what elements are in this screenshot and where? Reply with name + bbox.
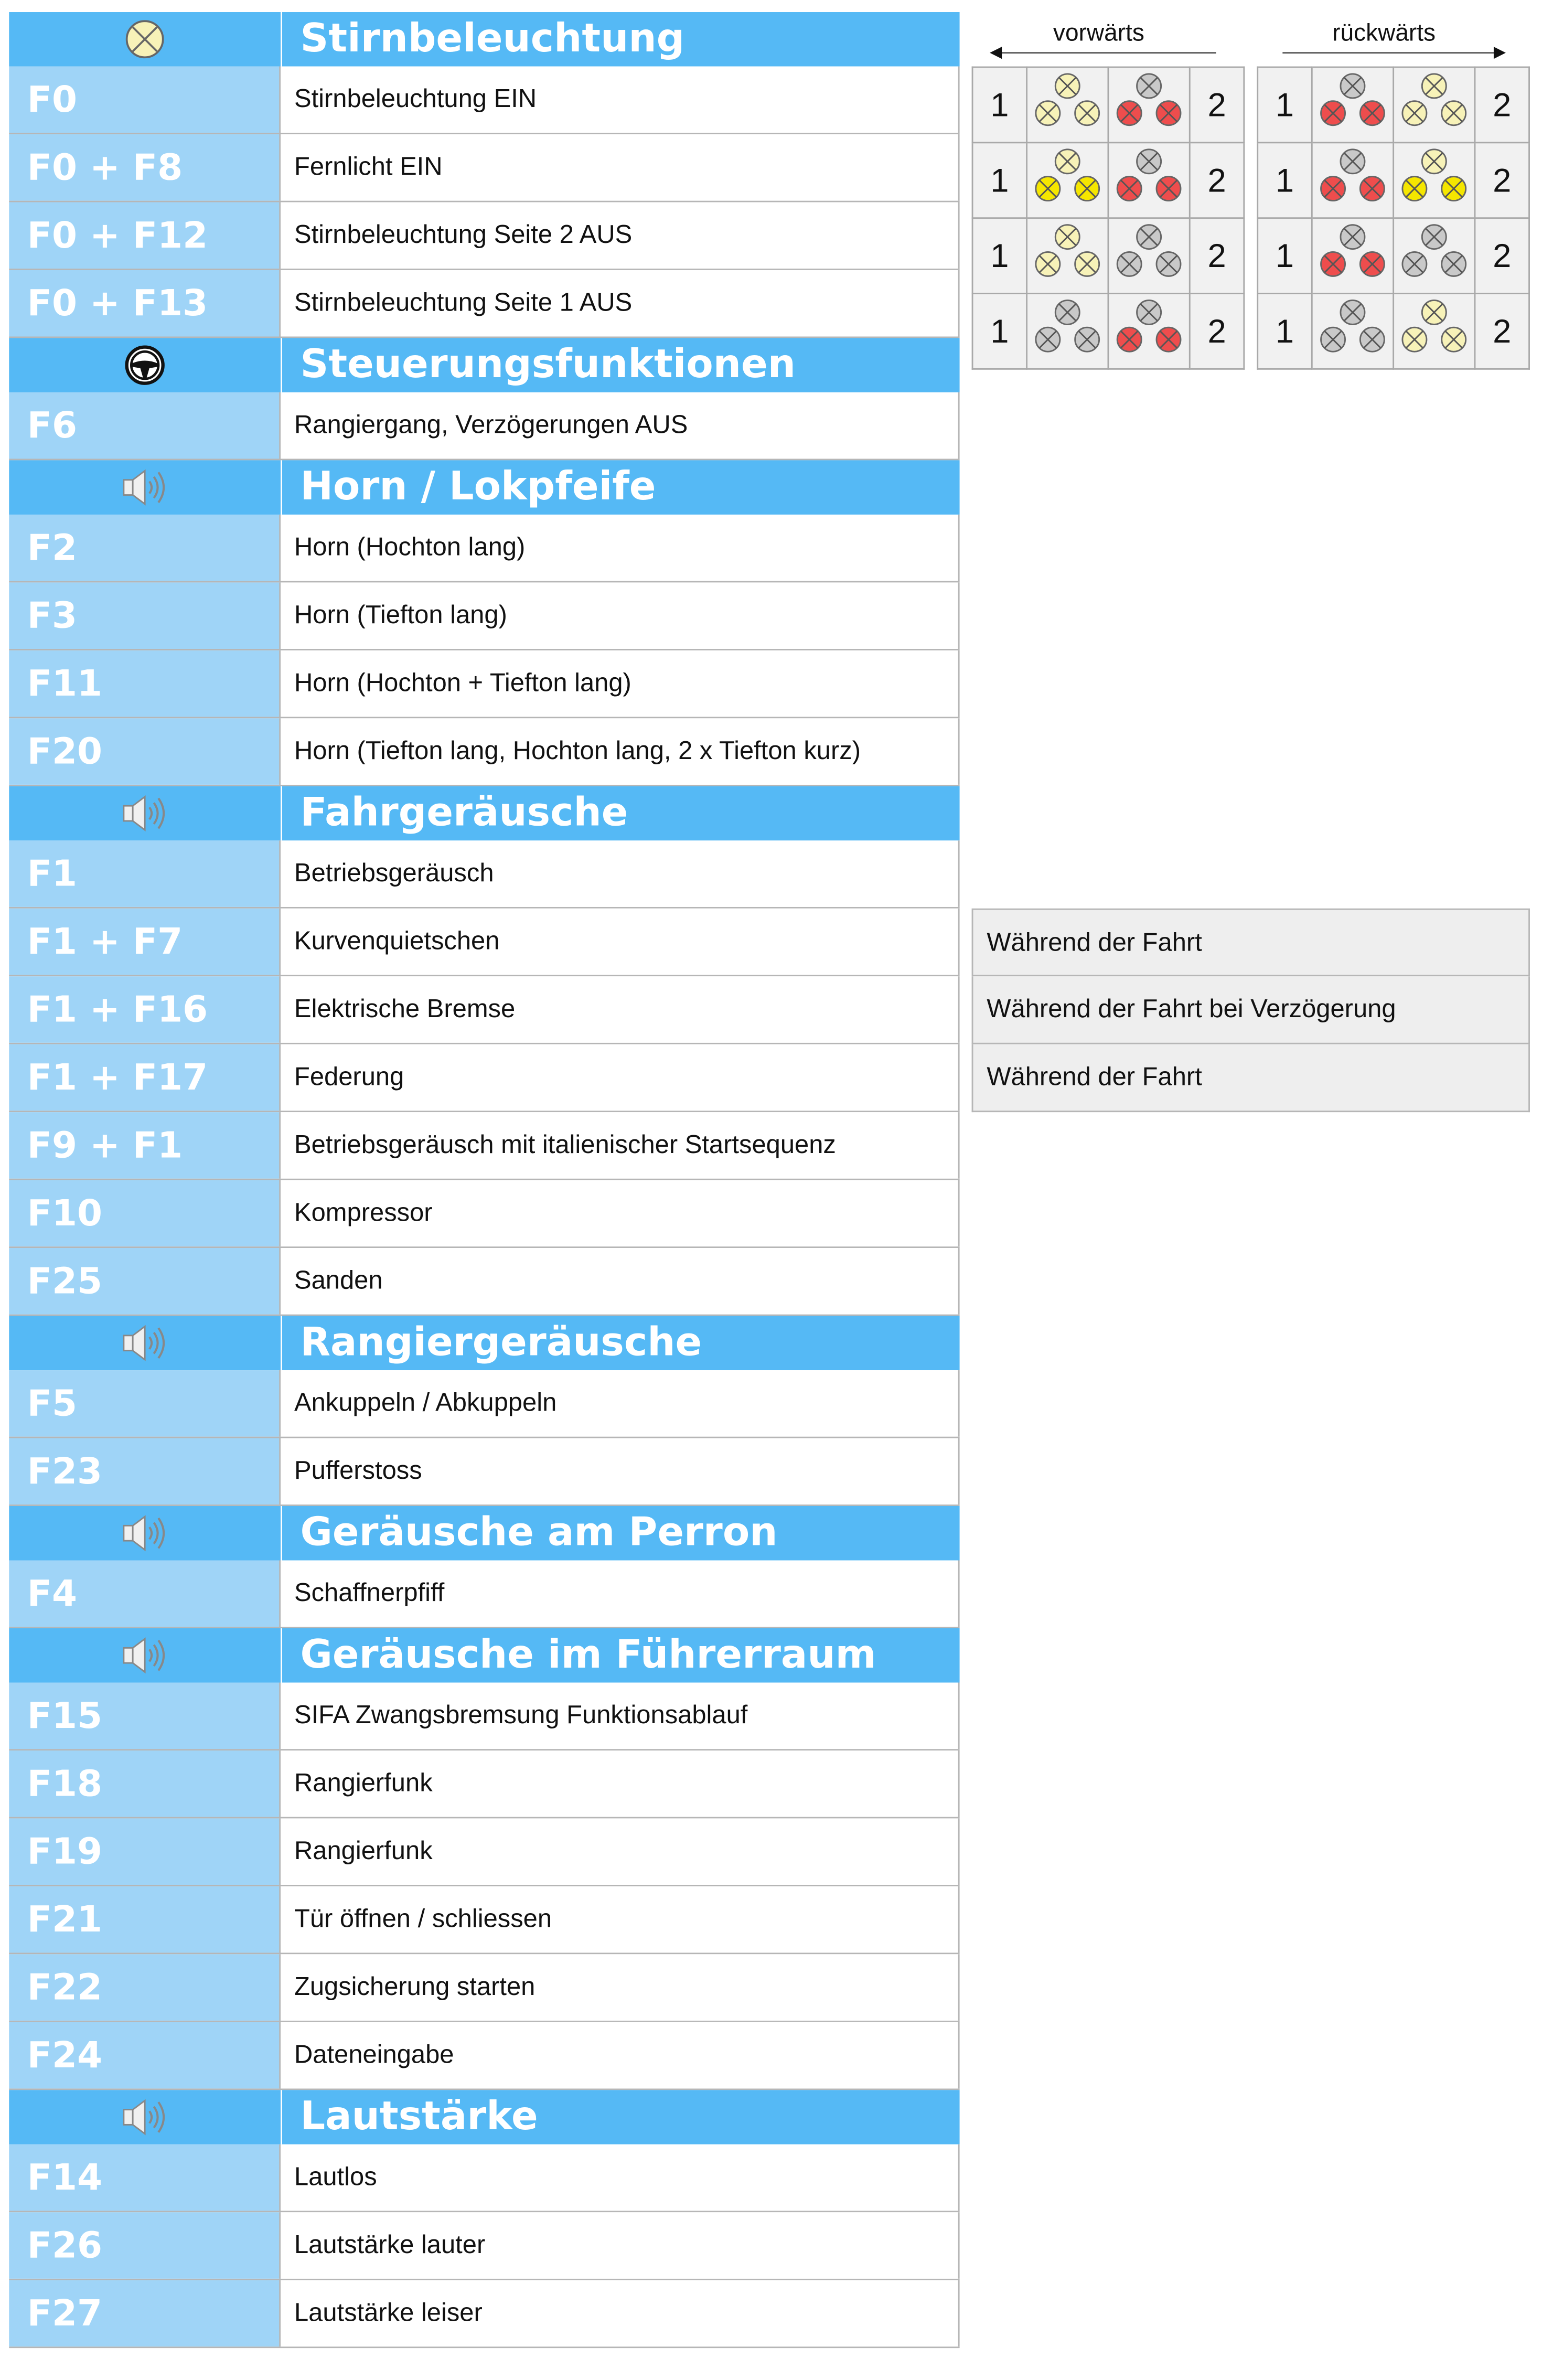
speaker-icon	[9, 1506, 282, 1561]
function-description: Ankuppeln / Abkuppeln	[281, 1370, 960, 1437]
headlight-group-icon	[1109, 219, 1188, 285]
lighting-row	[972, 218, 1244, 294]
function-key: F0	[9, 67, 281, 133]
function-row	[9, 67, 959, 134]
function-description: Federung	[281, 1044, 960, 1111]
section-title: Rangiergeräusche	[300, 1320, 702, 1366]
function-key: F20	[9, 718, 281, 785]
headlight-group-icon	[1394, 143, 1474, 210]
function-key: F2	[9, 515, 281, 581]
function-key: F1 + F16	[9, 976, 281, 1043]
function-row	[9, 1438, 959, 1506]
function-description: Rangierfunk	[281, 1818, 960, 1885]
function-description: Lautstärke lauter	[281, 2212, 960, 2279]
function-key: F1 + F17	[9, 1044, 281, 1111]
note-kurvenquietschen: Während der Fahrt	[972, 909, 1530, 976]
function-description: Stirnbeleuchtung Seite 2 AUS	[281, 202, 960, 269]
function-row	[9, 1180, 959, 1248]
function-row	[9, 2280, 959, 2348]
function-row	[9, 2212, 959, 2280]
function-row	[9, 582, 959, 650]
function-description: Lautlos	[281, 2144, 960, 2211]
function-key: F4	[9, 1561, 281, 1627]
headlight-group-icon	[1027, 68, 1107, 134]
notes-panel	[972, 909, 1530, 1112]
function-key: F23	[9, 1438, 281, 1504]
lighting-table-backward	[1257, 67, 1530, 370]
function-key: F5	[9, 1370, 281, 1437]
side-label-left: 1	[972, 143, 1027, 218]
side-label-left: 1	[1258, 143, 1312, 218]
function-key: F11	[9, 650, 281, 717]
arrow-right-icon	[1282, 45, 1509, 60]
side-label-right: 2	[1475, 218, 1529, 294]
lighting-row	[1258, 218, 1529, 294]
function-description: Zugsicherung starten	[281, 1954, 960, 2021]
side-label-right: 2	[1475, 143, 1529, 218]
speaker-icon	[9, 460, 282, 515]
headlights-b	[1108, 67, 1190, 143]
function-key: F1 + F7	[9, 909, 281, 975]
function-key: F10	[9, 1180, 281, 1247]
function-row	[9, 1112, 959, 1180]
section-header-rangiergeraeusche	[9, 1316, 959, 1370]
lighting-row	[972, 294, 1244, 369]
function-key: F18	[9, 1751, 281, 1817]
lighting-row	[972, 143, 1244, 218]
section-title: Stirnbeleuchtung	[300, 16, 685, 62]
side-label-right: 2	[1190, 218, 1244, 294]
function-row	[9, 909, 959, 976]
function-row	[9, 1561, 959, 1628]
headlights-a	[1312, 67, 1393, 143]
direction-label-forward: vorwärts	[1053, 21, 1144, 47]
note-federung: Während der Fahrt	[972, 1044, 1530, 1112]
function-row	[9, 1886, 959, 1954]
function-description: Betriebsgeräusch	[281, 840, 960, 907]
function-description: Tür öffnen / schliessen	[281, 1886, 960, 1953]
section-title: Geräusche am Perron	[300, 1510, 778, 1556]
function-description: Rangiergang, Verzögerungen AUS	[281, 392, 960, 459]
function-description: Kompressor	[281, 1180, 960, 1247]
headlights-b	[1108, 294, 1190, 369]
function-description: Rangierfunk	[281, 1751, 960, 1817]
function-row	[9, 515, 959, 582]
section-header-geraeusche-am-perron	[9, 1506, 959, 1561]
headlight-group-icon	[1027, 294, 1107, 361]
lighting-table-forward	[972, 67, 1245, 370]
headlight-group-icon	[1313, 68, 1393, 134]
function-table	[9, 12, 959, 2348]
function-key: F22	[9, 1954, 281, 2021]
function-row	[9, 1370, 959, 1438]
section-header-stirnbeleuchtung	[9, 12, 959, 67]
function-description: Horn (Tiefton lang)	[281, 582, 960, 649]
function-key: F9 + F1	[9, 1112, 281, 1179]
function-key: F24	[9, 2022, 281, 2089]
function-description: Betriebsgeräusch mit italienischer Startsequenz	[281, 1112, 960, 1179]
function-description: SIFA Zwangsbremsung Funktionsablauf	[281, 1683, 960, 1749]
side-label-right: 2	[1190, 143, 1244, 218]
headlight-group-icon	[1027, 143, 1107, 210]
function-description: Lautstärke leiser	[281, 2280, 960, 2347]
section-header-steuerungsfunktionen	[9, 338, 959, 392]
side-label-left: 1	[972, 67, 1027, 143]
headlight-group-icon	[1027, 219, 1107, 285]
function-key: F21	[9, 1886, 281, 1953]
side-label-left: 1	[1258, 218, 1312, 294]
headlight-group-icon	[1313, 143, 1393, 210]
side-label-right: 2	[1475, 67, 1529, 143]
function-row	[9, 976, 959, 1044]
function-key: F0 + F13	[9, 270, 281, 337]
headlights-b	[1394, 67, 1475, 143]
function-description: Schaffnerpfiff	[281, 1561, 960, 1627]
lighting-row	[1258, 67, 1529, 143]
speaker-icon	[9, 2090, 282, 2144]
function-key: F27	[9, 2280, 281, 2347]
function-key: F0 + F8	[9, 134, 281, 201]
headlights-b	[1108, 143, 1190, 218]
function-key: F25	[9, 1248, 281, 1315]
note-elektrische-bremse: Während der Fahrt bei Verzögerung	[972, 976, 1530, 1044]
function-key: F14	[9, 2144, 281, 2211]
function-row	[9, 2144, 959, 2212]
side-label-right: 2	[1475, 294, 1529, 369]
section-header-horn-lokpfeife	[9, 460, 959, 515]
side-label-left: 1	[972, 218, 1027, 294]
headlights-a	[1027, 218, 1108, 294]
function-description: Horn (Hochton + Tiefton lang)	[281, 650, 960, 717]
function-description: Horn (Hochton lang)	[281, 515, 960, 581]
side-label-right: 2	[1190, 294, 1244, 369]
function-key: F19	[9, 1818, 281, 1885]
function-key: F26	[9, 2212, 281, 2279]
arrow-left-icon	[990, 45, 1219, 60]
section-header-fahrgeraeusche	[9, 786, 959, 841]
headlight-group-icon	[1109, 68, 1188, 134]
section-title: Steuerungsfunktionen	[300, 343, 796, 388]
speaker-icon	[9, 786, 282, 841]
function-row	[9, 392, 959, 460]
direction-label-backward: rückwärts	[1332, 21, 1436, 47]
function-row	[9, 1818, 959, 1886]
headlight-group-icon	[1109, 294, 1188, 361]
section-title: Horn / Lokpfeife	[300, 465, 656, 510]
side-label-left: 1	[1258, 67, 1312, 143]
function-description: Stirnbeleuchtung EIN	[281, 67, 960, 133]
function-key: F0 + F12	[9, 202, 281, 269]
lighting-row	[1258, 143, 1529, 218]
section-title: Lautstärke	[300, 2094, 538, 2140]
function-description: Kurvenquietschen	[281, 909, 960, 975]
function-row	[9, 1751, 959, 1818]
function-description: Sanden	[281, 1248, 960, 1315]
function-row	[9, 718, 959, 786]
function-description: Stirnbeleuchtung Seite 1 AUS	[281, 270, 960, 337]
function-row	[9, 1954, 959, 2022]
function-key: F15	[9, 1683, 281, 1749]
section-title: Geräusche im Führerraum	[300, 1632, 876, 1678]
headlights-a	[1027, 143, 1108, 218]
function-key: F3	[9, 582, 281, 649]
headlights-a	[1312, 218, 1393, 294]
headlights-a	[1027, 294, 1108, 369]
function-row	[9, 202, 959, 270]
headlights-a	[1312, 294, 1393, 369]
steering-wheel-icon	[9, 338, 282, 392]
lamp-icon	[9, 12, 282, 67]
speaker-icon	[9, 1628, 282, 1683]
section-header-geraeusche-im-fuehrerraum	[9, 1628, 959, 1683]
lighting-row	[972, 67, 1244, 143]
function-description: Pufferstoss	[281, 1438, 960, 1504]
headlights-b	[1394, 294, 1475, 369]
function-key: F6	[9, 392, 281, 459]
side-label-left: 1	[1258, 294, 1312, 369]
function-description: Horn (Tiefton lang, Hochton lang, 2 x Tiefton kurz)	[281, 718, 960, 785]
function-row	[9, 1248, 959, 1316]
side-label-left: 1	[972, 294, 1027, 369]
headlights-a	[1312, 143, 1393, 218]
section-header-lautstaerke	[9, 2090, 959, 2144]
speaker-icon	[9, 1316, 282, 1370]
function-row	[9, 650, 959, 718]
function-row	[9, 840, 959, 908]
headlight-group-icon	[1313, 219, 1393, 285]
function-description: Elektrische Bremse	[281, 976, 960, 1043]
headlight-group-icon	[1313, 294, 1393, 361]
headlight-group-icon	[1394, 68, 1474, 134]
function-row	[9, 1044, 959, 1112]
headlight-group-icon	[1109, 143, 1188, 210]
function-row	[9, 2022, 959, 2090]
function-row	[9, 270, 959, 338]
function-key: F1	[9, 840, 281, 907]
headlights-b	[1394, 218, 1475, 294]
function-row	[9, 134, 959, 202]
function-row	[9, 1683, 959, 1751]
headlight-group-icon	[1394, 294, 1474, 361]
headlights-a	[1027, 67, 1108, 143]
headlights-b	[1394, 143, 1475, 218]
lighting-row	[1258, 294, 1529, 369]
function-description: Fernlicht EIN	[281, 134, 960, 201]
function-description: Dateneingabe	[281, 2022, 960, 2089]
headlights-b	[1108, 218, 1190, 294]
headlight-group-icon	[1394, 219, 1474, 285]
side-label-right: 2	[1190, 67, 1244, 143]
section-title: Fahrgeräusche	[300, 791, 628, 836]
